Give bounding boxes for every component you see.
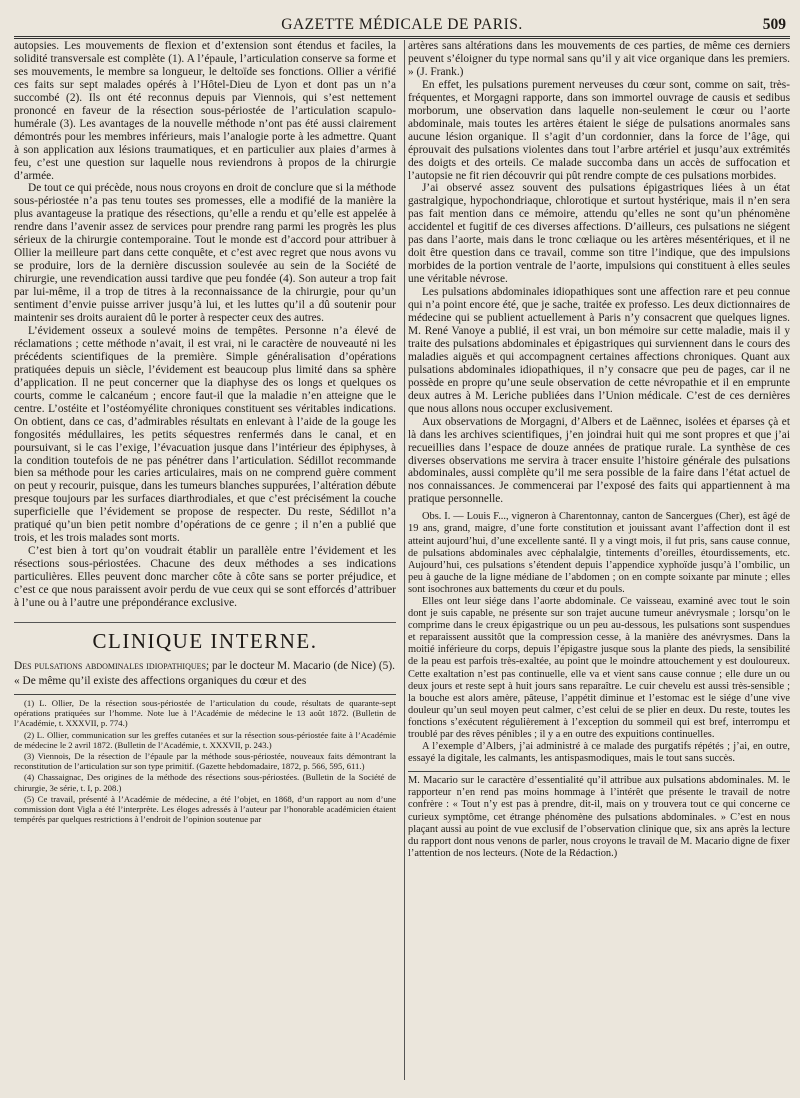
footnote: (5) Ce travail, présenté à l’Académie de médecine, a été l’objet, en 1868, d’un rapport au nom d’une commission dont Vigla a été l’interprète. Les éloges adressés à l’auteur par l’honorable académicien étaient tempérés par quelques restrictions à l’endroit de l’opinion soutenue par <box>14 793 396 825</box>
footnote: (3) Viennois, De la résection de l’épaule par la méthode sous-périostée, nouveaux faits démontrant la reconstitution de l’articulation sur son type primitif. (Gazette hebdomadaire, 1872, p. 566, 595, 611.) <box>14 750 396 772</box>
paragraph: autopsies. Les mouvements de flexion et d’extension sont étendus et faciles, la solidité transversale est complète (1). A l’épaule, l’articulation conserve sa forme et ses mouvements, le membre sa longueur, le deltoïde ses fonctions. Ollier a vérifié ces faits sur sept malades opérés à l’Hôtel-Dieu de Lyon et dont pas un n’a succombé (2). Ils ont été reconnus depuis par Viennois, qui s’est nettement prononcé en faveur de la résection sous-périostée de l’articulation scapulo-humérale (3). Les avantages de la nouvelle méthode n’ont pas été aussi clairement démontrés pour les membres inférieurs, mais l’analogie porte à les admettre. Quant à son application aux lésions traumatiques, et en particulier aux plaies d’armes à feu, c’est une question sur laquelle nous reviendrons à propos de la chirurgie d’armée. <box>14 40 396 182</box>
editor-note-text: M. Macario sur le caractère d’essentialité qu’il attribue aux pulsations abdominales. M. le rapporteur n’en rend pas moins hommage à l’intérêt que présente le travail de notre confrère : « Tout n’y est pas à prendre, dit-il, mais on y trouvera tout ce qui concerne ce curieux symptôme, cet étrange phénomène des pulsations abdominales. » C’est en nous plaçant aussi au point de vue exclusif de l’observation clinique que, six ans après la lecture du rapport dont nous venons de parler, nous croyons le travail de M. Macario digne de fixer l’attention de nos lecteurs. (Note de la Rédaction.) <box>408 775 790 859</box>
journal-title: GAZETTE MÉDICALE DE PARIS. <box>281 16 523 33</box>
footnote: (1) L. Ollier, De la résection sous-périostée de l’articulation du coude, résultats de quarante-sept opérations pratiquées sur l’homme. Note lue à l’Académie de médecine le 13 août 1872. (Bulletin de l’Académie, t. XXXVII, p. 774.) <box>14 697 396 729</box>
footnote-rule <box>408 771 790 772</box>
footnote: (4) Chassaignac, Des origines de la méthode des résections sous-périostées. (Bulletin de la Société de chirurgie, 3e série, t. I, p. 208.) <box>14 772 396 793</box>
opening-quote: « De même qu’il existe des affections organiques du cœur et des <box>14 674 307 687</box>
paragraph: De tout ce qui précède, nous nous croyons en droit de conclure que si la méthode sous-périostée n’a pas tenu toutes ses promesses, elle a modifié de la manière la plus avantageuse la pratique des résections, qu’elle a rendu et qu’elle est appelée à rendre dans l’avenir assez de services pour prendre rang parmi les progrès les plus sérieux de la chirurgie contemporaine. Tout le monde est d’accord pour attribuer à Ollier la meilleure part dans cette conquête, et c’est avec regret que nous avons vu se produire, lors de la dernière discussion soulevée au sein de la Société de chirurgie, une revendication aussi tardive que peu fondée (4). Son auteur a trop fait par lui-même, il a trop de titres à la reconnaissance de la chirurgie, pour qu’un sentiment d’envie puisse arriver jusqu’à lui, et les luttes qu’il a dû soutenir pour maintenir ses droits auraient dû le porter à respecter ceux des autres. <box>14 182 396 325</box>
observation-block <box>408 511 790 765</box>
paragraph: C’est bien à tort qu’on voudrait établir un parallèle entre l’évidement et les résections sous-périostées. Chacune des deux méthodes a ses indications particulières. Elles peuvent donc marcher côte à côte sans se porter préjudice, et c’est ce que nous paraissent avoir perdu de vue ceux qui se sont efforcés d’attribuer à l’une ou à l’autre une prépondérance exclusive. <box>14 545 396 609</box>
footnote-rule <box>14 694 396 695</box>
paragraph: artères sans altérations dans les mouvements de ces parties, de même ces derniers peuvent s’éloigner du type normal sans qu’il y ait vice organique dans les premiers. » (J. Frank.) <box>408 40 790 78</box>
observation-paragraph: A l’exemple d’Albers, j’ai administré à ce malade des purgatifs répétés ; j’ai, en outre, essayé la digitale, les calmants, les antispasmodiques, mais le tout sans succès. <box>408 741 790 765</box>
page-number: 509 <box>762 16 786 33</box>
section-title: CLINIQUE INTERNE. <box>14 622 396 654</box>
right-column <box>408 40 790 1092</box>
article-heading <box>14 660 396 673</box>
paragraph: J’ai observé assez souvent des pulsations épigastriques liées à un état gastralgique, hypochondriaque, chlorotique et surtout hystérique, mais il n’en sera pas fait mention dans ce mémoire, attendu qu’elles ne sont qu’un phénomène accidentel et fugitif de ces diverses affections. D’ailleurs, ces pulsations ne siégent pas dans l’aorte, mais dans le tronc cœliaque ou les artères mésentériques, et il ne doit être question dans ce travail, comme son titre l’indique, que des impulsions morbides de la portion ventrale de l’aorte, impulsions qui constituent à elles seules une véritable névrose. <box>408 182 790 286</box>
paragraph: Les pulsations abdominales idiopathiques sont une affection rare et peu connue qui n’a point encore été, que je sache, traitée ex professo. Les deux dictionnaires de médecine qui se publient actuellement à Paris n’y consacrent que quelques lignes. M. René Vanoye a publié, il est vrai, un bon mémoire sur cette maladie, mais il y traite des pulsations abdominales et épigastriques qui surviennent dans le cours des maladies aiguës et qui accompagnent certaines affections chroniques. Quant aux pulsations abdominales idiopathiques, il n’y consacre que peu de pages, car il ne possède en propre qu’une seule observation de cette névropathie et il en emprunte deux autres à M. Leriche publiées dans l’Union médicale. C’est de ces dernières que nous allons nous occuper exclusivement. <box>408 286 790 415</box>
running-header <box>14 14 790 40</box>
two-column-body <box>14 40 790 1092</box>
observation-paragraph: Obs. I. — Louis F..., vigneron à Charentonnay, canton de Sancergues (Cher), est âgé de 19 ans, grand, maigre, d’une forte constitution et jouissant avant l’affection dont il est atteint aujourd’hui, d’une excellente santé. Il y a vingt mois, il fut pris, sans cause connue, de pulsations abdominales avec céphalalgie, tintements d’oreilles, étourdissements, etc. Aujourd’hui, ces pulsations s’étendent depuis l’appendice xyphoïde jusqu’à l’ombilic, un peu à gauche de la ligne médiane de l’abdomen ; on en compte soixante par minute ; elles sont isochrones aux battements du cœur et du pouls. <box>408 511 790 595</box>
editor-note <box>408 775 790 860</box>
article-author: ; par le docteur M. Macario (de Nice) (5). <box>205 659 395 672</box>
paragraph: En effet, les pulsations purement nerveuses du cœur sont, comme on sait, très-fréquentes, et Morgagni rapporte, dans son immortel ouvrage de causis et sedibus morborum, une observation dans laquelle non-seulement le cœur ou l’aorte abdominale, mais toutes les artères étaient le siége de pulsations anormales sans aucune lésion organique. Il s’agit d’un cordonnier, dans la force de l’âge, qui éprouvait des pulsations violentes dans tout l’arbre artériel et jusqu’aux extrémités des doigts et des orteils. Ce malade succomba dans un accès de suffocation et l’autopsie ne fit rien découvrir qui pût rendre compte de ces pulsations morbides. <box>408 78 790 182</box>
article-title: Des pulsations abdominales idiopathiques <box>14 659 206 672</box>
footnote: (2) L. Ollier, communication sur les greffes cutanées et sur la résection sous-périostée faite à l’Académie de médecine le 2 avril 1872. (Bulletin de l’Académie, t. XXXVII, p. 243.) <box>14 729 396 750</box>
header-rule <box>14 36 790 39</box>
paragraph: Aux observations de Morgagni, d’Albers et de Laënnec, isolées et éparses çà et là dans les archives scientifiques, j’en joindrai huit qui me sont propres et que j’ai recueillies dans l’espace de douze années de pratique rurale. La synthèse de ces diverses observations me servira à tracer ensuite l’histoire générale des pulsations abdominales, aussi complète qu’il me sera possible de la faire dans l’état actuel de nos connaissances. Je commencerai par l’exposé des faits qui appartiennent à ma pratique personnelle. <box>408 415 790 506</box>
left-column <box>14 40 396 1092</box>
paragraph: L’évidement osseux a soulevé moins de tempêtes. Personne n’a élevé de réclamations ; cette méthode n’avait, il est vrai, ni le caractère de nouveauté ni les précédents scientifiques de la première. Simple généralisation d’opérations pratiquées depuis un siècle, l’évidement est beaucoup plus limité dans sa sphère d’application. Il ne peut concerner que la diaphyse des os longs et quelques os courts, comme le calcanéum ; encore faut-il que la maladie n’en atteigne que le centre. L’ostéite et l’ostéomyélite chroniques constituent ses véritables indications. On obtient, dans ce cas, d’admirables résultats en enlevant à l’aide de la gouge les fongosités médullaires, les petits séquestres renfermés dans le canal, et en poursuivant, si le cas l’exige, l’évacuation jusque dans l’intérieur des épiphyses, à la condition toutefois de ne pas pénétrer dans l’articulation. Sédillot recommande bien sa méthode pour les caries articulaires, mais on ne comprend guère comment on peut y recourir, puisque, dans les tumeurs blanches suppurées, l’altération débute presque toujours par les surfaces diarthrodiales, et que c’est précisément la couche superficielle que l’évidement se propose de respecter. Du reste, Sédillot n’a pratiqué qu’un bien petit nombre d’opérations de ce genre ; il n’en a publié que trois, et les trois malades sont morts. <box>14 324 396 545</box>
observation-paragraph: Elles ont leur siége dans l’aorte abdominale. Ce vaisseau, examiné avec tout le soin dont je suis capable, ne présente sur son trajet aucune tumeur anévrysmale ; lorsqu’on le comprime dans le creux épigastrique ou un peu au-dessous, les pulsations sont suspendues et reparaissent aussitôt que la compression cesse, à la manière des anévrysmes. Dans la moitié inférieure du corps, depuis l’épigastre jusque sous la plante des pieds, la sensibilité de la peau est parfois très-exaltée, au point que le moindre attouchement y est douloureux. Cette exaltation n’est pas continuelle, elle va et vient sans cause connue ; elle dure un ou deux jours et reste sept à huit jours sans reparaître. Le cuir chevelu est aussi très-sensible ; la bouche est alors amère, pâteuse, l’appétit diminue et l’estomac est le siége d’une vive douleur qu’un seul moyen peut calmer, c’est celui de se plier en deux. Du reste, toutes les fonctions s’exécutent régulièrement à l’exception du sommeil qui est bref, interrompu et troublé par des rêves pénibles ; il y a en outre des expuitions continuelles. <box>408 595 790 740</box>
